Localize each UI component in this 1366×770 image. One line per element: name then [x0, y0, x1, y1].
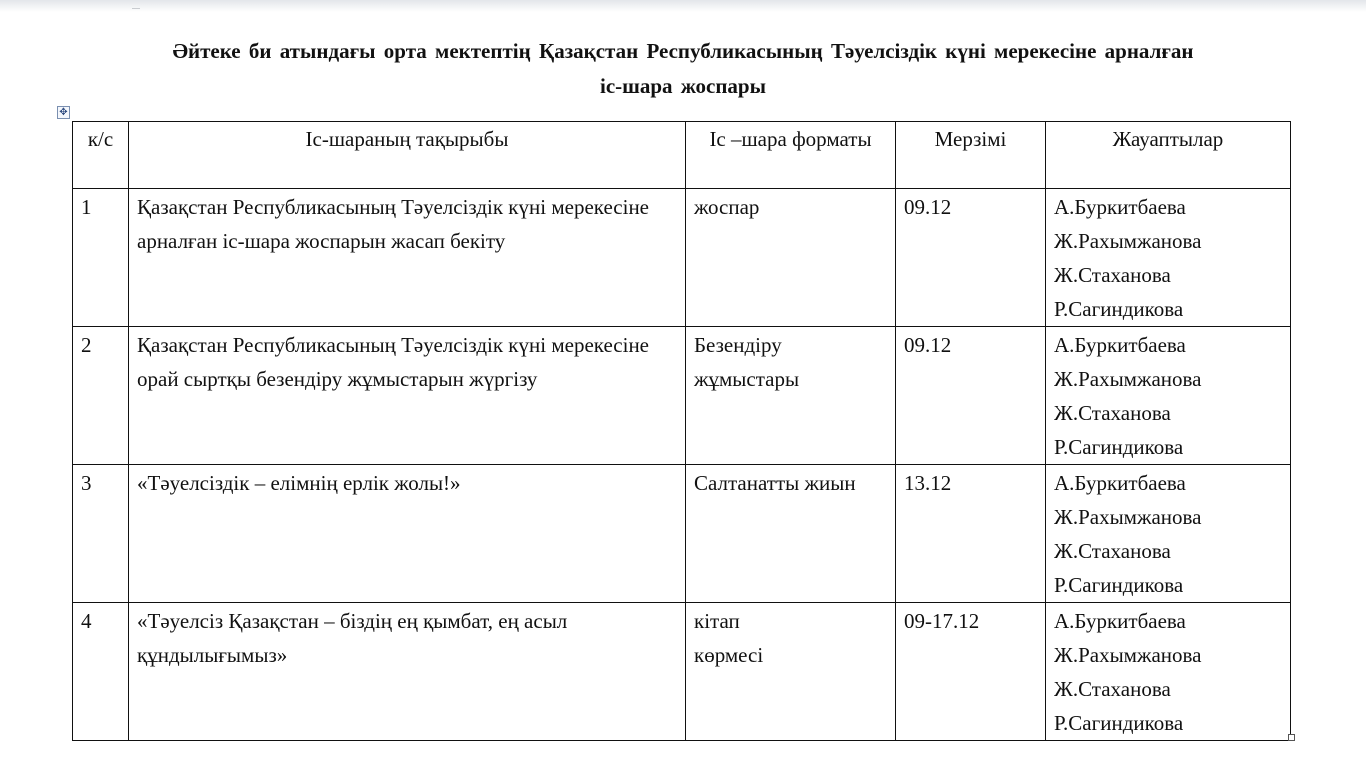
row-date-cell[interactable]: 09.12 [896, 327, 1046, 465]
ruler-mark [132, 8, 140, 13]
responsible-name: Ж.Стаханова [1054, 263, 1171, 287]
responsible-name: Ж.Рахымжанова [1054, 367, 1202, 391]
row-format-cell[interactable] [686, 603, 896, 741]
responsible-name: Ж.Стаханова [1054, 401, 1171, 425]
table-row [73, 465, 1291, 603]
row-date-cell[interactable]: 13.12 [896, 465, 1046, 603]
responsible-name: А.Буркитбаева [1054, 609, 1186, 633]
row-responsible-cell[interactable] [1046, 327, 1291, 465]
header-num[interactable]: к/с [73, 122, 129, 189]
format-line: жоспар [694, 195, 760, 219]
row-responsible-cell[interactable] [1046, 465, 1291, 603]
format-line: Салтанатты жиын [694, 471, 856, 495]
table-header-row [73, 122, 1291, 189]
format-line: Безендіру [694, 333, 782, 357]
responsible-name: Ж.Стаханова [1054, 539, 1171, 563]
responsible-name: Ж.Рахымжанова [1054, 505, 1202, 529]
document-title [60, 34, 1306, 104]
format-line: жұмыстары [694, 367, 800, 391]
table-row [73, 189, 1291, 327]
header-date[interactable]: Мерзімі [896, 122, 1046, 189]
row-topic-cell[interactable]: Қазақстан Республикасының Тәуелсіздік күні мерекесіне арналған іс-шара жоспарын жасап бекіту [129, 189, 686, 327]
responsible-name: А.Буркитбаева [1054, 471, 1186, 495]
row-date-cell[interactable]: 09.12 [896, 189, 1046, 327]
responsible-name: А.Буркитбаева [1054, 333, 1186, 357]
header-topic[interactable]: Іс-шараның тақырыбы [129, 122, 686, 189]
responsible-name: Р.Сагиндикова [1054, 297, 1184, 321]
row-responsible-cell[interactable] [1046, 603, 1291, 741]
responsible-name: Р.Сагиндикова [1054, 435, 1184, 459]
table-resize-handle-icon[interactable] [1288, 734, 1295, 741]
row-topic-cell[interactable]: Қазақстан Республикасының Тәуелсіздік күні мерекесіне орай сыртқы безендіру жұмыстарын жүргізу [129, 327, 686, 465]
header-format[interactable]: Іс –шара форматы [686, 122, 896, 189]
row-date-cell[interactable]: 09-17.12 [896, 603, 1046, 741]
responsible-name: Р.Сагиндикова [1054, 573, 1184, 597]
row-num-cell[interactable]: 2 [73, 327, 129, 465]
row-format-cell[interactable] [686, 327, 896, 465]
title-line-2: іс-шара жоспары [599, 74, 766, 98]
row-topic-cell[interactable]: «Тәуелсіз Қазақстан – біздің ең қымбат, ең асыл құндылығымыз» [129, 603, 686, 741]
row-format-cell[interactable] [686, 189, 896, 327]
responsible-name: Ж.Стаханова [1054, 677, 1171, 701]
ruler-shadow [0, 0, 1366, 12]
table-row [73, 327, 1291, 465]
row-responsible-cell[interactable] [1046, 189, 1291, 327]
header-responsible[interactable]: Жауаптылар [1046, 122, 1291, 189]
table-row [73, 603, 1291, 741]
row-topic-cell[interactable]: «Тәуелсіздік – елімнің ерлік жолы!» [129, 465, 686, 603]
format-line: көрмесі [694, 643, 764, 667]
event-plan-table [72, 121, 1291, 741]
responsible-name: А.Буркитбаева [1054, 195, 1186, 219]
row-num-cell[interactable]: 4 [73, 603, 129, 741]
title-line-1: Әйтеке би атындағы орта мектептің Қазақстан Республикасының Тәуелсіздік күні мерекесіне арналған [172, 39, 1194, 63]
table-move-handle-icon[interactable]: ✥ [57, 106, 70, 119]
row-format-cell[interactable] [686, 465, 896, 603]
responsible-name: Ж.Рахымжанова [1054, 643, 1202, 667]
format-line: кітап [694, 609, 740, 633]
row-num-cell[interactable]: 3 [73, 465, 129, 603]
responsible-name: Р.Сагиндикова [1054, 711, 1184, 735]
responsible-name: Ж.Рахымжанова [1054, 229, 1202, 253]
row-num-cell[interactable]: 1 [73, 189, 129, 327]
